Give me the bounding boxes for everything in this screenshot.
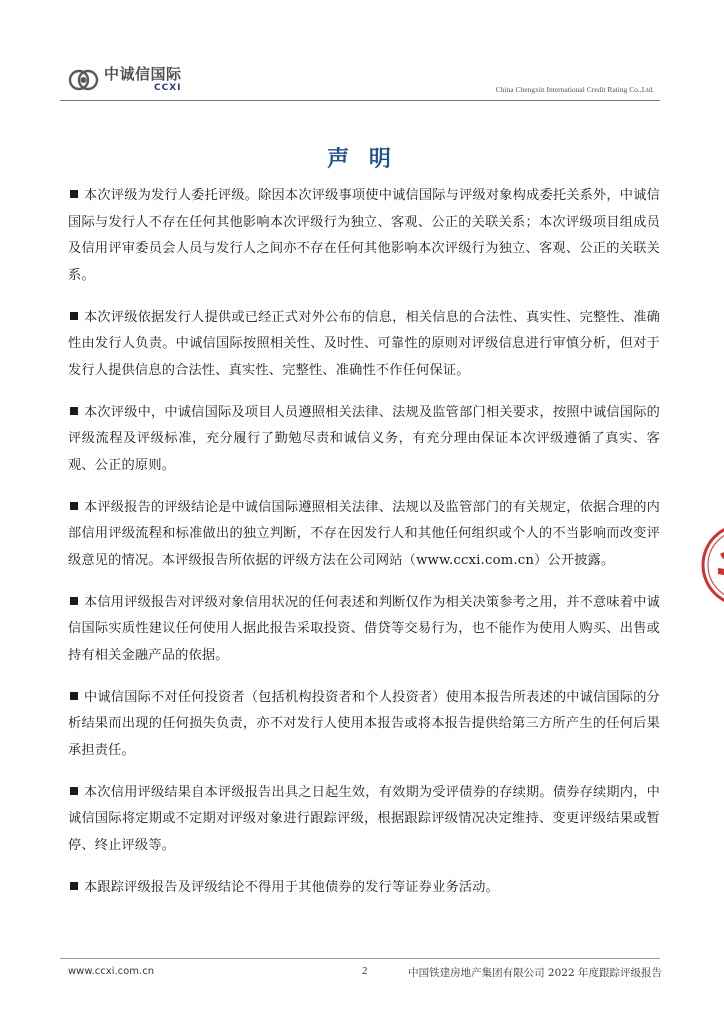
square-bullet-icon — [70, 597, 78, 605]
declaration-paragraph — [68, 685, 660, 765]
paragraph-text: 本次信用评级结果自本评级报告出具之日起生效，有效期为受评债券的存续期。债券存续期内，中诚信国际将定期或不定期对评级对象进行跟踪评级，根据跟踪评级情况决定维持、变更评级结果或暂停、终止评级等。 — [68, 784, 660, 853]
ccxi-logo-icon — [68, 64, 100, 96]
declaration-paragraph — [68, 590, 660, 670]
square-bullet-icon — [70, 882, 78, 890]
ccxi-logo — [68, 64, 182, 96]
header-divider — [60, 100, 660, 101]
declaration-paragraph — [68, 183, 660, 289]
footer-divider — [60, 958, 660, 959]
paragraph-text: 中诚信国际不对任何投资者（包括机构投资者和个人投资者）使用本报告所表述的中诚信国际的分析结果而出现的任何损失负责，亦不对发行人使用本报告或将本报告提供给第三方所产生的任何后果承担责任。 — [68, 689, 660, 758]
square-bullet-icon — [70, 692, 78, 700]
paragraph-text: 本评级报告的评级结论是中诚信国际遵照相关法律、法规以及监管部门的有关规定，依据合理的内部信用评级流程和标准做出的独立判断，不存在因发行人和其他任何组织或个人的不当影响而改变评级意见的情况。本评级报告所依据的评级方法在公司网站（www.ccxi.com.cn）公开披露。 — [68, 499, 660, 568]
square-bullet-icon — [70, 190, 78, 198]
declaration-paragraph — [68, 305, 660, 385]
paragraph-text: 本次评级为发行人委托评级。除因本次评级事项使中诚信国际与评级对象构成委托关系外，中诚信国际与发行人不存在任何其他影响本次评级行为独立、客观、公正的关联关系；本次评级项目组成员及信用评审委员会人员与发行人之间亦不存在任何其他影响本次评级行为独立、客观、公正的关联关系。 — [68, 188, 660, 283]
paragraph-text: 本信用评级报告对评级对象信用状况的任何表述和判断仅作为相关决策参考之用，并不意味着中诚信国际实质性建议任何使用人据此报告采取投资、借贷等交易行为，也不能作为使用人购买、出售或持有相关金融产品的依据。 — [68, 594, 660, 663]
paragraph-text: 本次评级中，中诚信国际及项目人员遵照相关法律、法规及监管部门相关要求，按照中诚信国际的评级流程及评级标准，充分履行了勤勉尽责和诚信义务，有充分理由保证本次评级遵循了真实、客观、公正的原则。 — [68, 404, 660, 473]
footer-report-title: 中国铁建房地产集团有限公司 2022 年度跟踪评级报告 — [408, 967, 662, 979]
declaration-paragraph — [68, 495, 660, 575]
logo-chinese-name: 中诚信国际 — [104, 65, 182, 83]
page-number: 2 — [362, 965, 368, 977]
declaration-paragraph — [68, 875, 660, 902]
declaration-paragraph — [68, 400, 660, 480]
logo-english-name: CCXI — [154, 83, 182, 93]
square-bullet-icon — [70, 407, 78, 415]
square-bullet-icon — [70, 502, 78, 510]
company-english-name: China Chengxin International Credit Rating Co.,Ltd. — [495, 85, 654, 94]
page-header — [60, 62, 660, 102]
red-seal-stamp-icon — [698, 520, 724, 610]
square-bullet-icon — [70, 787, 78, 795]
paragraph-text: 本次评级依据发行人提供或已经正式对外公布的信息，相关信息的合法性、真实性、完整性、准确性由发行人负责。中诚信国际按照相关性、及时性、可靠性的原则对评级信息进行审慎分析，但对于发行人提供信息的合法性、真实性、完整性、准确性不作任何保证。 — [68, 309, 660, 378]
declaration-body — [68, 183, 660, 917]
footer-website: www.ccxi.com.cn — [68, 966, 155, 977]
square-bullet-icon — [70, 312, 78, 320]
page-title: 声 明 — [327, 147, 397, 172]
declaration-paragraph — [68, 780, 660, 860]
paragraph-text: 本跟踪评级报告及评级结论不得用于其他债券的发行等证券业务活动。 — [84, 879, 500, 895]
